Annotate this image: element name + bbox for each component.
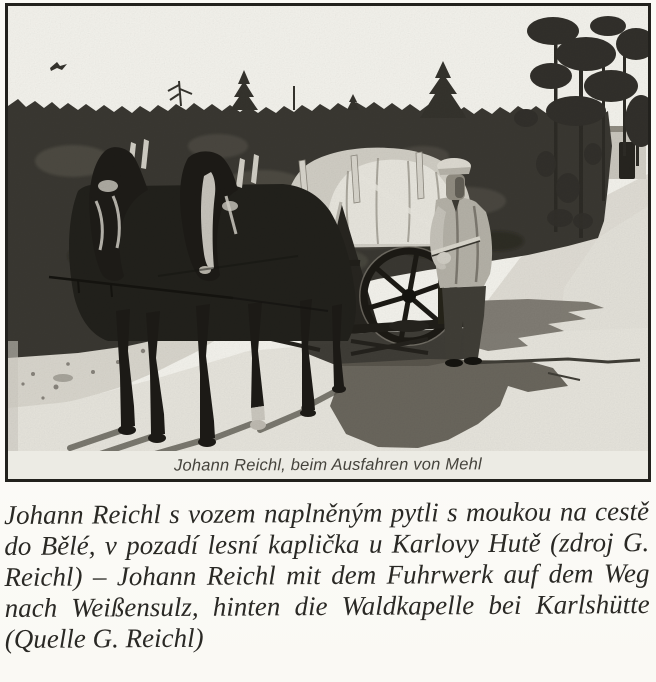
film-grain (8, 6, 648, 451)
caption-line: (Quelle G. Reichl) (4, 622, 204, 654)
photo-caption-strip (8, 451, 648, 479)
caption-line: do Bělé, v pozadí lesní kaplička u Karlovy Hutě (zdroj G. (4, 527, 650, 561)
photo-scene (8, 6, 648, 451)
photo-caption: Johann Reichl, beim Ausfahren von Mehl (174, 454, 482, 475)
caption-line: nach Weißensulz, hinten die Waldkapelle bei Karlshütte (4, 589, 650, 623)
caption-line: Johann Reichl s vozem naplněným pytli s moukou na cestě (3, 496, 650, 530)
caption-line: Reichl) – Johann Reichl mit dem Fuhrwerk auf dem Weg (4, 558, 650, 592)
photograph (5, 3, 651, 482)
caption-block (0, 496, 656, 655)
